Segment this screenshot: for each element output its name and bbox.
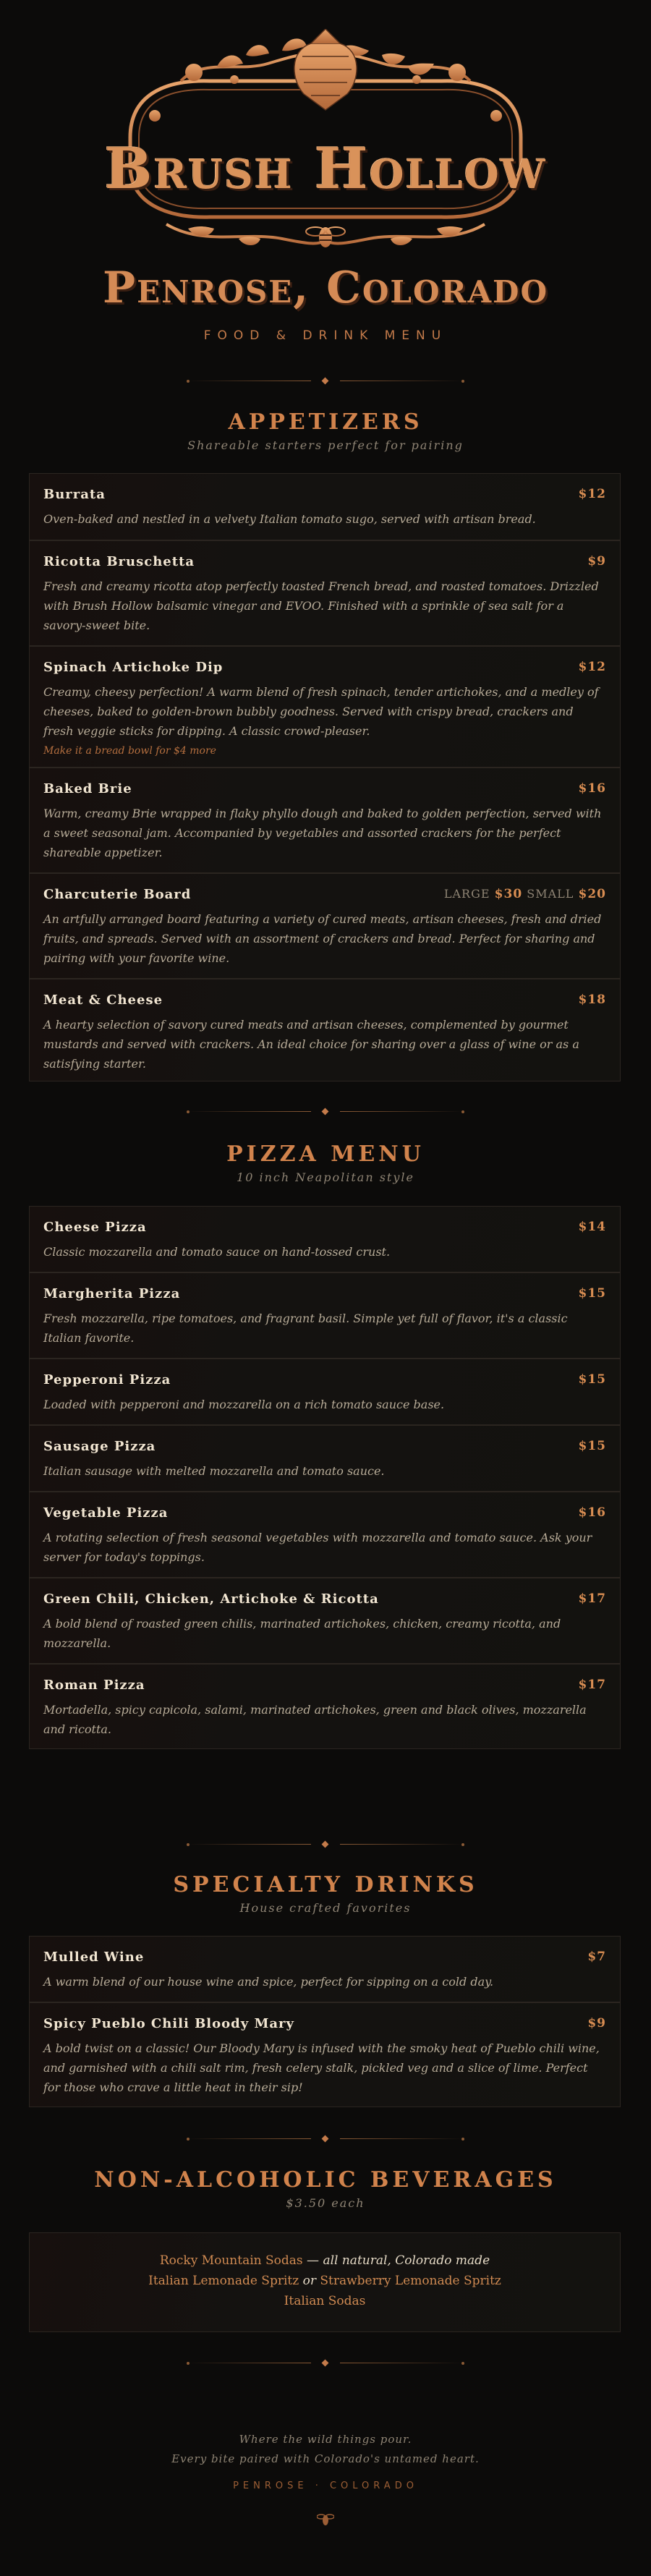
menu-item <box>29 1664 621 1749</box>
ornament-divider <box>188 2358 463 2368</box>
item-description: A bold twist on a classic! Our Bloody Mary is infused with the smoky heat of Pueblo chili wine, and garnished with a chili salt rim, fresh celery stalk, pickled veg and a slice of lime. Perfect for those who crave a little heat in their sip! <box>43 2041 600 2094</box>
item-price: $17 <box>578 1591 606 1606</box>
ornament-divider <box>188 1107 463 1117</box>
bee-icon <box>317 2510 334 2530</box>
nonalc-line <box>30 2271 620 2291</box>
menu-item <box>29 1425 621 1492</box>
item-price: $18 <box>578 992 606 1007</box>
item-price: $16 <box>578 781 606 796</box>
item-price: $15 <box>578 1286 606 1301</box>
size-label-large: LARGE <box>443 887 490 901</box>
item-price-large: $30 <box>494 887 523 901</box>
item-name: Roman Pizza <box>43 1678 145 1693</box>
drinks-subtitle: House crafted favorites <box>239 1901 412 1915</box>
menu-item <box>29 768 621 873</box>
item-price: $12 <box>578 660 606 674</box>
menu-item <box>29 1272 621 1359</box>
item-name: Ricotta Bruschetta <box>43 554 195 569</box>
nonalc-line <box>30 2291 620 2311</box>
soda-name: Italian Sodas <box>284 2294 366 2308</box>
item-name: Spinach Artichoke Dip <box>43 660 224 675</box>
item-description: Creamy, cheesy perfection! A warm blend of fresh spinach, tender artichokes, and a medley of cheeses, baked to golden-brown bubbly goodness. Served with crispy bread, crackers and fresh veggie sticks for dipping. A classic crowd-pleaser. <box>43 685 599 738</box>
item-description: A warm blend of our house wine and spice, perfect for sipping on a cold day. <box>43 1975 494 1989</box>
item-name: Burrata <box>43 487 106 502</box>
soda-connector: or <box>299 2274 320 2288</box>
item-description: Classic mozzarella and tomato sauce on hand-tossed crust. <box>43 1245 391 1259</box>
item-note: Make it a bread bowl for $4 more <box>43 745 216 757</box>
soda-note: — all natural, Colorado made <box>302 2253 490 2268</box>
soda-name: Italian Lemonade Spritz <box>148 2274 299 2288</box>
item-description: Italian sausage with melted mozzarella and tomato sauce. <box>43 1464 385 1478</box>
nonalc-title: NON-ALCOHOLIC BEVERAGES <box>94 2167 557 2193</box>
menu-item <box>29 1206 621 1272</box>
menu-item <box>29 1492 621 1578</box>
item-description: Oven-baked and nestled in a velvety Italian tomato sugo, served with artisan bread. <box>43 512 536 526</box>
size-label-small: SMALL <box>527 887 574 901</box>
item-name: Mulled Wine <box>43 1950 145 1965</box>
menu-item <box>29 1936 621 2002</box>
footer-slogan: Where the wild things pour. <box>239 2433 412 2446</box>
item-price: $15 <box>578 1372 606 1387</box>
item-name: Charcuterie Board <box>43 887 192 902</box>
appetizers-title: APPETIZERS <box>228 409 423 435</box>
item-price: $14 <box>578 1220 606 1234</box>
city-name: Penrose, Colorado <box>102 263 549 313</box>
item-name: Cheese Pizza <box>43 1220 147 1235</box>
nonalc-list <box>29 2232 621 2332</box>
pizza-subtitle: 10 inch Neapolitan style <box>237 1170 414 1184</box>
menu-item <box>29 1359 621 1425</box>
menu-item <box>29 1578 621 1664</box>
footer-location: PENROSE · COLORADO <box>233 2481 418 2491</box>
item-price: $9 <box>587 554 606 569</box>
item-description: Warm, creamy Brie wrapped in flaky phyllo dough and baked to golden perfection, served with a sweet seasonal jam. Accompanied by vegetables and assorted crackers for the perfect shareable appetizer. <box>43 807 602 859</box>
item-price: $15 <box>578 1439 606 1453</box>
item-name: Margherita Pizza <box>43 1286 181 1301</box>
menu-item <box>29 540 621 646</box>
footer-slogan-2: Every bite paired with Colorado's untamed heart. <box>171 2452 480 2465</box>
item-description: A hearty selection of savory cured meats and artisan cheeses, complemented by gourmet mustards and served with crackers. An ideal choice for sharing over a glass of wine or as a satisfying starter. <box>43 1018 579 1071</box>
item-name: Pepperoni Pizza <box>43 1372 171 1387</box>
item-name: Spicy Pueblo Chili Bloody Mary <box>43 2016 294 2031</box>
item-description: Mortadella, spicy capicola, salami, marinated artichokes, green and black olives, mozzarella and ricotta. <box>43 1703 587 1736</box>
soda-name: Strawberry Lemonade Spritz <box>320 2274 501 2288</box>
item-name: Green Chili, Chicken, Artichoke & Ricotta <box>43 1591 379 1607</box>
item-description: A rotating selection of fresh seasonal vegetables with mozzarella and tomato sauce. Ask your server for today's toppings. <box>43 1531 592 1564</box>
item-name: Baked Brie <box>43 781 132 796</box>
item-name: Vegetable Pizza <box>43 1505 169 1521</box>
menu-item <box>29 873 621 979</box>
pizza-title: PIZZA MENU <box>226 1142 425 1167</box>
menu-item <box>29 2002 621 2107</box>
item-description: An artfully arranged board featuring a variety of cured meats, artisan cheeses, fresh and dried fruits, and spreads. Served with an assortment of crackers and bread. Perfect for sharing and pairing with your favorite wine. <box>43 912 602 965</box>
nonalc-subtitle: $3.50 each <box>286 2196 365 2210</box>
item-price: $16 <box>578 1505 606 1520</box>
item-price: $7 <box>587 1950 606 1964</box>
menu-tagline: FOOD & DRINK MENU <box>203 328 448 343</box>
item-description: Fresh mozzarella, ripe tomatoes, and fragrant basil. Simple yet full of flavor, it's a classic Italian favorite. <box>43 1312 568 1345</box>
drinks-title: SPECIALTY DRINKS <box>173 1872 478 1897</box>
item-description: A bold blend of roasted green chilis, marinated artichokes, chicken, creamy ricotta, and mozzarella. <box>43 1617 561 1650</box>
item-price: $12 <box>578 487 606 501</box>
item-price: $17 <box>578 1678 606 1692</box>
item-name: Meat & Cheese <box>43 992 163 1008</box>
nonalc-line <box>30 2250 620 2271</box>
ornament-divider <box>188 2134 463 2144</box>
appetizers-subtitle: Shareable starters perfect for pairing <box>187 438 464 452</box>
item-description: Loaded with pepperoni and mozzarella on a rich tomato sauce base. <box>43 1398 445 1411</box>
item-price-small: $20 <box>578 887 606 901</box>
ornament-divider <box>188 1840 463 1850</box>
soda-name: Rocky Mountain Sodas <box>159 2253 303 2268</box>
brand-name: Brush Hollow <box>104 136 547 202</box>
menu-item <box>29 646 621 768</box>
item-price-sizes <box>444 887 606 901</box>
item-price: $9 <box>587 2016 606 2031</box>
menu-item <box>29 473 621 540</box>
ornament-divider <box>188 376 463 386</box>
menu-item <box>29 979 621 1081</box>
item-description: Fresh and creamy ricotta atop perfectly toasted French bread, and roasted tomatoes. Drizzled with Brush Hollow balsamic vinegar and EVOO. Finished with a sprinkle of sea salt for a savory-sweet bite. <box>43 579 599 632</box>
item-name: Sausage Pizza <box>43 1439 156 1454</box>
